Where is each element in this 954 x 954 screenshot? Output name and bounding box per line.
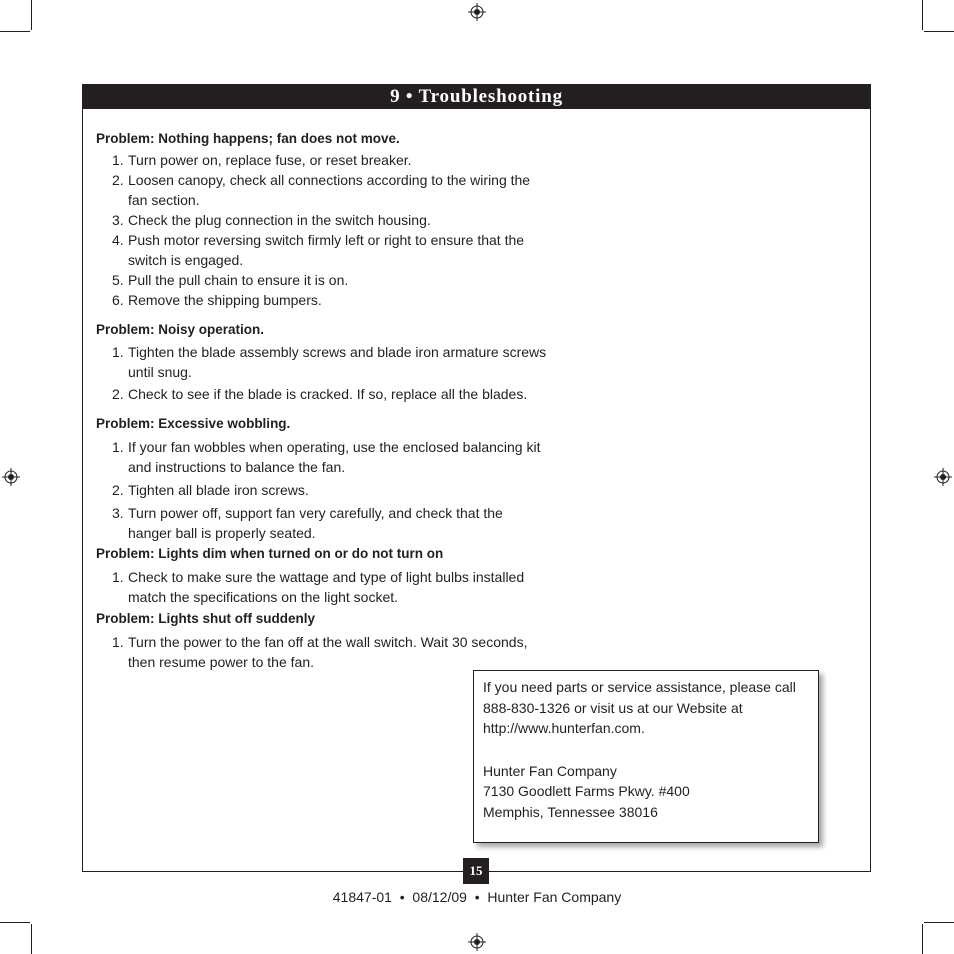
crop-mark-bottom-left-v bbox=[31, 924, 32, 954]
list-item bbox=[96, 170, 566, 210]
problem-section bbox=[96, 320, 566, 404]
list-item bbox=[96, 270, 566, 290]
step-list bbox=[96, 632, 566, 672]
crop-mark-top-right-h bbox=[924, 31, 954, 32]
step-text: switch is engaged. bbox=[128, 252, 244, 268]
page-number: 15 bbox=[463, 858, 489, 884]
step-number: 1. bbox=[112, 344, 124, 360]
doc-date: 08/12/09 bbox=[412, 889, 467, 905]
footer bbox=[0, 888, 954, 906]
step-text: Turn the power to the fan off at the wall switch. Wait 30 seconds, bbox=[128, 634, 528, 650]
company-city: Memphis, Tennessee 38016 bbox=[483, 803, 658, 820]
problem-title: Problem: Nothing happens; fan does not move. bbox=[96, 131, 400, 146]
problem-section bbox=[96, 544, 566, 607]
step-number: 5. bbox=[112, 272, 124, 288]
step-number: 1. bbox=[112, 152, 124, 168]
step-text: and instructions to balance the fan. bbox=[128, 459, 346, 475]
section-header: 9 • Troubleshooting bbox=[83, 85, 870, 109]
step-text: Remove the shipping bumpers. bbox=[128, 292, 322, 308]
list-item bbox=[96, 150, 566, 170]
step-number: 1. bbox=[112, 569, 124, 585]
crop-mark-bottom-right-h bbox=[924, 922, 954, 923]
step-text: Check the plug connection in the switch housing. bbox=[128, 212, 431, 228]
doc-number: 41847-01 bbox=[332, 889, 392, 905]
list-item bbox=[96, 342, 566, 382]
step-text: Turn power off, support fan very carefully, and check that the bbox=[128, 505, 503, 521]
company-name: Hunter Fan Company bbox=[483, 762, 617, 779]
problem-section bbox=[96, 414, 566, 543]
footer-separator: • bbox=[474, 889, 480, 905]
crop-mark-bottom-right-v bbox=[922, 924, 923, 954]
list-item bbox=[96, 503, 566, 543]
registration-mark-left bbox=[2, 468, 20, 486]
problem-section bbox=[96, 609, 566, 672]
footer-separator: • bbox=[399, 889, 405, 905]
step-text: Pull the pull chain to ensure it is on. bbox=[128, 272, 349, 288]
crop-mark-top-right-v bbox=[922, 0, 923, 30]
company-street: 7130 Goodlett Farms Pkwy. #400 bbox=[483, 783, 690, 799]
step-number: 1. bbox=[112, 634, 124, 650]
crop-mark-top-left-h bbox=[0, 31, 30, 32]
step-number: 4. bbox=[112, 232, 124, 248]
problem-section bbox=[96, 129, 566, 310]
step-text: Check to see if the blade is cracked. If so, replace all the blades. bbox=[128, 386, 528, 402]
step-number: 2. bbox=[112, 172, 124, 188]
list-item bbox=[96, 384, 566, 404]
step-text: Turn power on, replace fuse, or reset breaker. bbox=[128, 152, 412, 168]
list-item bbox=[96, 437, 566, 477]
crop-mark-top-left-v bbox=[31, 0, 32, 30]
step-list bbox=[96, 437, 566, 543]
step-text: Check to make sure the wattage and type of light bulbs installed bbox=[128, 569, 525, 585]
footer-company: Hunter Fan Company bbox=[487, 889, 622, 905]
service-info-box bbox=[473, 670, 819, 843]
step-number: 2. bbox=[112, 386, 124, 402]
step-list bbox=[96, 150, 566, 310]
troubleshooting-content bbox=[96, 129, 566, 681]
list-item bbox=[96, 480, 566, 500]
problem-title: Problem: Lights dim when turned on or do not turn on bbox=[96, 546, 444, 561]
step-number: 1. bbox=[112, 439, 124, 455]
registration-mark-top bbox=[468, 3, 486, 21]
step-number: 3. bbox=[112, 212, 124, 228]
step-text: If your fan wobbles when operating, use the enclosed balancing kit bbox=[128, 439, 541, 455]
step-text: fan section. bbox=[128, 192, 200, 208]
info-website-line: http://www.hunterfan.com. bbox=[483, 720, 645, 736]
crop-mark-bottom-left-h bbox=[0, 922, 30, 923]
problem-title: Problem: Noisy operation. bbox=[96, 322, 265, 337]
step-number: 6. bbox=[112, 292, 124, 308]
list-item bbox=[96, 290, 566, 310]
step-text: Tighten the blade assembly screws and blade iron armature screws bbox=[128, 344, 547, 360]
step-text: Loosen canopy, check all connections according to the wiring the bbox=[128, 172, 531, 188]
step-list bbox=[96, 567, 566, 607]
step-text: then resume power to the fan. bbox=[128, 654, 314, 670]
step-text: until snug. bbox=[128, 364, 192, 380]
step-text: match the specifications on the light socket. bbox=[128, 589, 399, 605]
info-phone-line: 888-830-1326 or visit us at our Website at bbox=[483, 699, 743, 716]
registration-mark-right bbox=[934, 468, 952, 486]
list-item bbox=[96, 210, 566, 230]
step-text: Push motor reversing switch firmly left or right to ensure that the bbox=[128, 232, 525, 248]
step-text: hanger ball is properly seated. bbox=[128, 525, 316, 541]
list-item bbox=[96, 230, 566, 270]
info-line: If you need parts or service assistance, please call bbox=[483, 679, 796, 695]
problem-title: Problem: Excessive wobbling. bbox=[96, 416, 291, 431]
step-text: Tighten all blade iron screws. bbox=[128, 482, 309, 498]
list-item bbox=[96, 567, 566, 607]
step-number: 2. bbox=[112, 482, 124, 498]
step-number: 3. bbox=[112, 505, 124, 521]
list-item bbox=[96, 632, 566, 672]
step-list bbox=[96, 342, 566, 404]
registration-mark-bottom bbox=[468, 933, 486, 951]
problem-title: Problem: Lights shut off suddenly bbox=[96, 611, 315, 626]
